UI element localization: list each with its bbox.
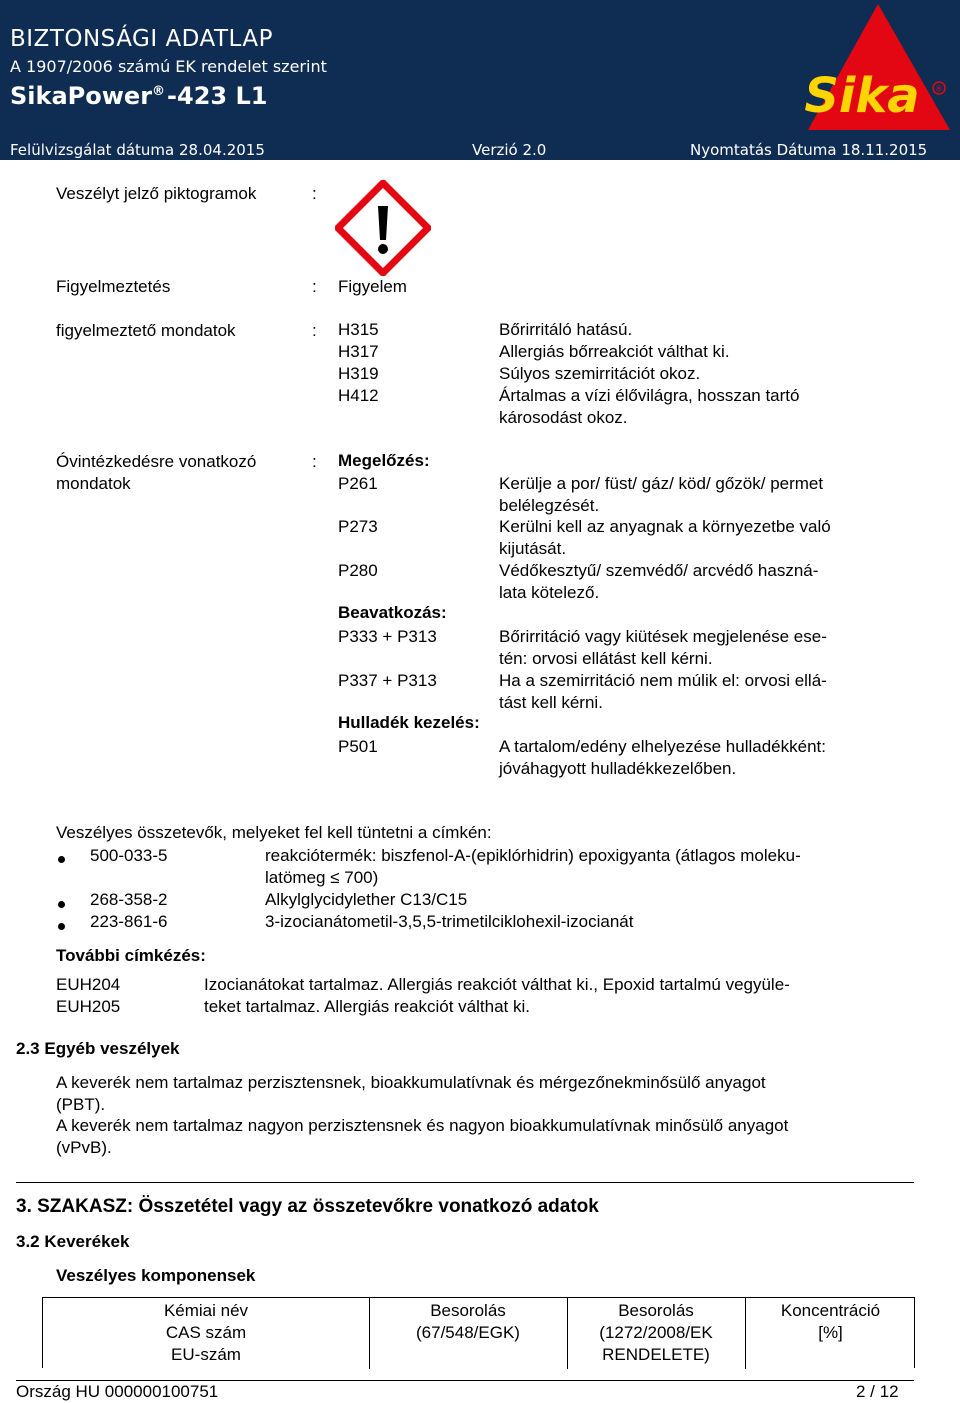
signal-word-value: Figyelem bbox=[338, 277, 407, 296]
print-date: Nyomtatás Dátuma 18.11.2015 bbox=[690, 141, 928, 159]
statement-code: P333 + P313 bbox=[338, 627, 437, 646]
additional-labelling-text: teket tartalmaz. Allergiás reakciót válthat ki. bbox=[204, 997, 530, 1016]
statement-text: kijutását. bbox=[499, 539, 567, 558]
signal-word-label: Figyelmeztetés bbox=[56, 277, 171, 296]
component-number: 223-861-6 bbox=[90, 912, 168, 931]
statement-text: Súlyos szemirritációt okoz. bbox=[499, 364, 701, 383]
components-table bbox=[42, 1297, 915, 1368]
footer-country-code: Ország HU 000000100751 bbox=[16, 1382, 219, 1401]
precautionary-colon: : bbox=[312, 452, 317, 471]
component-number: 500-033-5 bbox=[90, 846, 168, 865]
euh-code: EUH205 bbox=[56, 997, 121, 1016]
component-name: reakciótermék: biszfenol-A-(epiklórhidrin) epoxigyanta (átlagos moleku- bbox=[265, 846, 801, 865]
page-number: 2 / 12 bbox=[856, 1382, 899, 1401]
statement-code: H315 bbox=[338, 320, 379, 339]
pictograms-label: Veszélyt jelző piktogramok bbox=[56, 184, 257, 203]
statement-code: H317 bbox=[338, 342, 379, 361]
statement-text: tén: orvosi ellátást kell kérni. bbox=[499, 649, 713, 668]
statement-text: Ha a szemirritáció nem múlik el: orvosi ellá- bbox=[499, 671, 827, 690]
component-name: Alkylglycidylether C13/C15 bbox=[265, 890, 468, 909]
other-hazards-text: (PBT). bbox=[56, 1095, 106, 1114]
bullet-icon bbox=[58, 923, 65, 930]
hazard-statements-label: figyelmeztető mondatok bbox=[56, 321, 236, 340]
statement-text: Allergiás bőrreakciót válthat ki. bbox=[499, 342, 730, 361]
hazard-statements-colon: : bbox=[312, 321, 317, 340]
regulation-note: A 1907/2006 számú EK rendelet szerint bbox=[10, 57, 327, 76]
statement-text: belélegzését. bbox=[499, 496, 600, 515]
statement-text: Kerülje a por/ füst/ gáz/ köd/ gőzök/ permet bbox=[499, 474, 824, 493]
svg-text:®: ® bbox=[935, 84, 943, 94]
statement-text: tást kell kérni. bbox=[499, 693, 603, 712]
bullet-icon bbox=[58, 901, 65, 908]
other-hazards-text: (vPvB). bbox=[56, 1138, 112, 1157]
signal-word-colon: : bbox=[312, 277, 317, 296]
statement-text: A tartalom/edény elhelyezése hulladékként: bbox=[499, 737, 826, 756]
prevention-heading: Megelőzés: bbox=[338, 451, 430, 470]
bullet-icon bbox=[58, 856, 65, 863]
statement-code: H319 bbox=[338, 364, 379, 383]
statement-text: Védőkesztyű/ szemvédő/ arcvédő haszná- bbox=[499, 561, 819, 580]
logo-text: Sika bbox=[804, 68, 920, 124]
registered-mark: ® bbox=[152, 84, 166, 99]
column-header-name: Kémiai név CAS szám EU-szám bbox=[163, 1301, 249, 1364]
statement-text: károsodást okoz. bbox=[499, 408, 628, 427]
precautionary-label: mondatok bbox=[56, 474, 131, 493]
other-hazards-text: A keverék nem tartalmaz perzisztensnek, bioakkumulatívnak és mérgezőnekminősülő anyagot bbox=[56, 1073, 766, 1092]
statement-text: jóváhagyott hulladékkezelőben. bbox=[499, 759, 737, 778]
statement-text: Bőrirritáció vagy kiütések megjelenése ese- bbox=[499, 627, 827, 646]
statement-code: P273 bbox=[338, 517, 378, 536]
other-hazards-heading: 2.3 Egyéb veszélyek bbox=[16, 1039, 180, 1058]
component-name: 3-izocianátometil-3,5,5-trimetilciklohexil-izocianát bbox=[265, 912, 634, 931]
exclamation-mark-icon bbox=[335, 180, 431, 276]
other-hazards-text: A keverék nem tartalmaz nagyon perzisztensnek és nagyon bioakkumulatívnak minősülő anyagot bbox=[56, 1116, 789, 1135]
euh-code: EUH204 bbox=[56, 975, 121, 994]
hazardous-components-heading: Veszélyes összetevők, melyeket fel kell tüntetni a címkén: bbox=[56, 823, 492, 842]
statement-text: Kerülni kell az anyagnak a környezetbe való bbox=[499, 517, 831, 536]
statement-code: P280 bbox=[338, 561, 378, 580]
product-name: SikaPower®-423 L1 bbox=[10, 82, 268, 110]
section-divider bbox=[16, 1182, 914, 1183]
components-heading: Veszélyes komponensek bbox=[56, 1266, 256, 1285]
statement-code: P501 bbox=[338, 737, 378, 756]
statement-code: P337 + P313 bbox=[338, 671, 437, 690]
statement-code: P261 bbox=[338, 474, 378, 493]
column-header-classification-clp: Besorolás (1272/2008/EK RENDELETE) bbox=[599, 1301, 713, 1364]
section3-heading: 3. SZAKASZ: Összetétel vagy az összetevőkre vonatkozó adatok bbox=[16, 1196, 599, 1217]
statement-text: lata kötelező. bbox=[499, 583, 600, 602]
component-name: latömeg ≤ 700) bbox=[265, 868, 379, 887]
disposal-heading: Hulladék kezelés: bbox=[338, 713, 480, 732]
pictograms-colon: : bbox=[312, 184, 317, 203]
additional-labelling-heading: További címkézés: bbox=[56, 946, 206, 965]
revision-date: Felülvizsgálat dátuma 28.04.2015 bbox=[10, 141, 265, 159]
precautionary-label: Óvintézkedésre vonatkozó bbox=[56, 452, 257, 471]
sika-logo bbox=[800, 0, 960, 135]
document-title: BIZTONSÁGI ADATLAP bbox=[10, 26, 273, 52]
statement-text: Bőrirritáló hatású. bbox=[499, 320, 633, 339]
response-heading: Beavatkozás: bbox=[338, 603, 447, 622]
version: Verzió 2.0 bbox=[472, 141, 547, 159]
statement-code: H412 bbox=[338, 386, 379, 405]
mixtures-heading: 3.2 Keverékek bbox=[16, 1232, 130, 1251]
column-header-concentration: Koncentráció [%] bbox=[780, 1301, 881, 1342]
component-number: 268-358-2 bbox=[90, 890, 168, 909]
statement-text: Ártalmas a vízi élővilágra, hosszan tartó bbox=[499, 386, 800, 405]
column-header-classification-dsd: Besorolás (67/548/EGK) bbox=[416, 1301, 520, 1342]
additional-labelling-text: Izocianátokat tartalmaz. Allergiás reakciót válthat ki., Epoxid tartalmú vegyüle- bbox=[204, 975, 790, 994]
